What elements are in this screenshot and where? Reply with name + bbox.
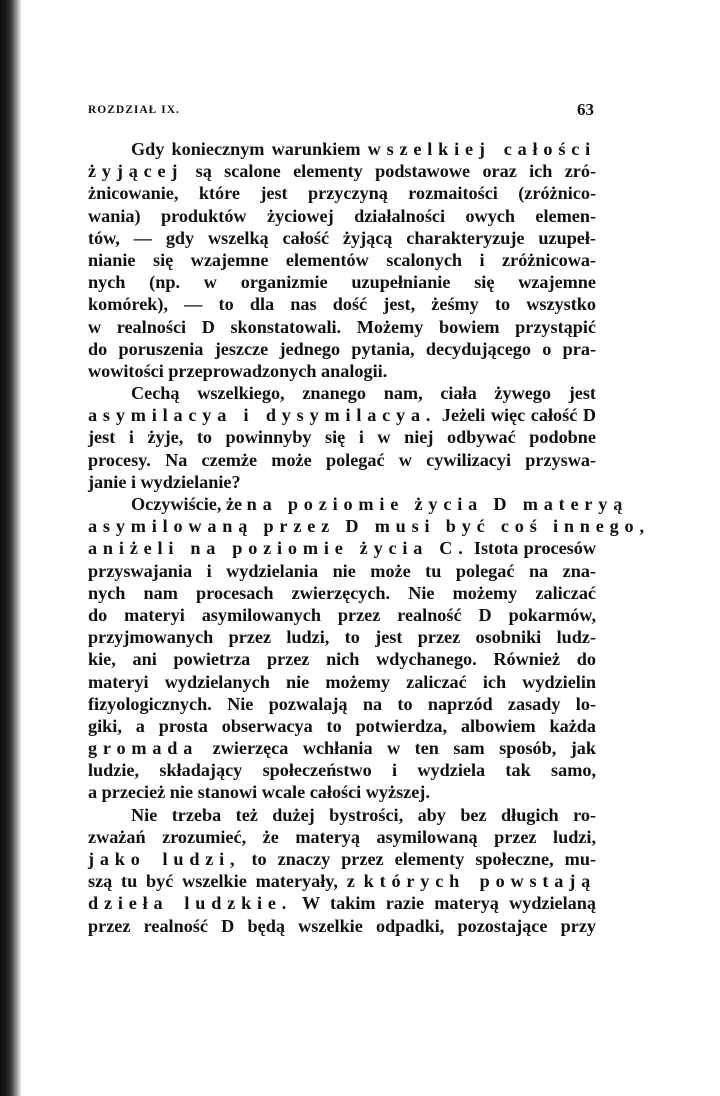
text-line <box>88 781 596 803</box>
text-run: Istota procesów <box>468 538 596 559</box>
text-run: ludzie, składający społeczeństwo i wydziela tak samo, <box>88 760 596 781</box>
text-run: materyi wydzielanych nie możemy zaliczać ich wydzielin <box>88 671 596 692</box>
text-run: procesy. Na czemże może polegać w cywilizacyi przyswa- <box>88 449 596 470</box>
text-line <box>88 915 596 937</box>
paragraph <box>88 493 650 804</box>
text-line <box>88 205 596 227</box>
text-run: przyjmowanych przez ludzi, to jest przez osobniki ludz- <box>88 627 596 648</box>
text-run: Cechą wszelkiego, znanego nam, ciała żywego jest <box>131 383 596 404</box>
spaced-emphasis: aniżeli na poziomie życia C. <box>88 538 469 559</box>
text-line <box>88 382 596 404</box>
text-run: jest i żyje, to powinnyby się i w niej odbywać podobne <box>88 427 596 448</box>
spaced-emphasis: asymilacya i dysymilacya. <box>88 405 437 426</box>
text-line <box>88 360 596 382</box>
text-line <box>88 182 596 204</box>
text-line <box>88 626 596 648</box>
text-line <box>88 493 629 515</box>
text-run: komórek), — to dla nas dość jest, żeśmy to wszystko <box>88 294 596 315</box>
text-run: a przecież nie stanowi wcale całości wyższej. <box>88 782 430 803</box>
text-run: do materyi asymilowanych przez realność D pokarmów, <box>88 604 596 625</box>
text-line <box>88 560 596 582</box>
text-line <box>88 293 596 315</box>
text-line <box>88 471 596 493</box>
text-line <box>88 316 596 338</box>
text-run: nych nam procesach zwierzęcych. Nie możemy zaliczać <box>88 582 596 603</box>
spaced-emphasis: których powstają <box>363 871 596 892</box>
page-header <box>88 100 594 120</box>
text-run: wowitości przeprowadzonych analogii. <box>88 360 388 381</box>
text-run: kie, ani powietrza przez nich wdychanego. Również do <box>88 649 596 670</box>
text-line <box>88 671 596 693</box>
text-line <box>88 338 596 360</box>
text-run: Oczywiście, że <box>131 494 247 514</box>
text-run: to znaczy przez elementy społeczne, mu- <box>240 849 596 869</box>
text-run: są scalone elementy podstawowe oraz ich zró- <box>183 161 596 182</box>
text-run: W takim razie materyą wydzielaną <box>292 893 596 914</box>
text-run: Gdy koniecznym warunkiem <box>131 139 368 159</box>
body-text <box>88 138 650 937</box>
spaced-emphasis: na poziomie życia D materyą <box>246 494 629 514</box>
text-line <box>88 515 650 537</box>
text-line <box>88 404 596 426</box>
running-head: ROZDZIAŁ IX. <box>88 104 180 116</box>
text-run: do poruszenia jeszcze jednego pytania, decydującego o pra- <box>88 338 596 359</box>
paragraph <box>88 804 596 937</box>
spaced-emphasis: żyjącej <box>88 161 184 182</box>
text-line <box>88 227 596 249</box>
spaced-emphasis: asymilowaną przez D musi być coś innego, <box>88 516 650 537</box>
text-run: tów, — gdy wszelką całość żyjącą charakteryzuje uzupeł- <box>88 227 596 248</box>
spaced-emphasis: wszelkiej całości <box>367 139 597 159</box>
text-line <box>88 715 596 737</box>
text-run: przyswajania i wydzielania nie może tu polegać na zna- <box>88 560 596 581</box>
text-run: giki, a prosta obserwacya to potwierdza, albowiem każda <box>88 715 596 736</box>
text-line <box>88 160 596 182</box>
text-run: przez realność D będą wszelkie odpadki, pozostające przy <box>88 915 596 936</box>
text-run: wania) produktów życiowej działalności owych elemen- <box>88 205 596 226</box>
text-line <box>88 537 596 559</box>
text-line <box>88 737 596 759</box>
text-line <box>88 870 596 892</box>
text-run: żnicowanie, które jest przyczyną rozmaitości (zróżnico- <box>88 183 596 204</box>
text-run: fizyologicznych. Nie pozwalają na to naprzód zasady lo- <box>88 693 596 714</box>
book-spine-shadow <box>0 0 22 1096</box>
text-line <box>88 804 596 826</box>
text-run: w realności D skonstatowali. Możemy bowiem przystąpić <box>88 316 596 337</box>
text-line <box>88 892 596 914</box>
text-run: Jeżeli więc całość D <box>436 405 596 426</box>
text-run: szą tu być wszelkie materyały, z <box>88 871 364 892</box>
page-number: 63 <box>577 100 594 119</box>
text-line <box>88 604 596 626</box>
text-line <box>88 693 596 715</box>
text-line <box>88 826 596 848</box>
text-line <box>88 759 596 781</box>
text-run: janie i wydzielanie? <box>88 471 241 492</box>
text-line <box>88 426 596 448</box>
spaced-emphasis: dzieła ludzkie. <box>88 893 293 914</box>
text-line <box>88 648 596 670</box>
paragraph <box>88 138 596 382</box>
text-line <box>88 582 596 604</box>
text-run: zważań zrozumieć, że materyą asymilowaną przez ludzi, <box>88 826 596 847</box>
text-line <box>88 848 596 870</box>
text-run: nianie się wzajemne elementów scalonych i zróżnicowa- <box>88 249 596 270</box>
text-run: Nie trzeba też dużej bystrości, aby bez długich ro- <box>131 804 596 825</box>
text-run: zwierzęca wchłania w ten sam sposób, jak <box>198 738 596 759</box>
text-run: nych (np. w organizmie uzupełnianie się wzajemne <box>88 272 596 293</box>
spaced-emphasis: jako ludzi, <box>88 849 241 869</box>
spaced-emphasis: gromada <box>88 738 199 759</box>
text-line <box>88 449 596 471</box>
paragraph <box>88 382 596 493</box>
text-line <box>88 271 596 293</box>
text-line <box>88 138 596 160</box>
text-line <box>88 249 596 271</box>
